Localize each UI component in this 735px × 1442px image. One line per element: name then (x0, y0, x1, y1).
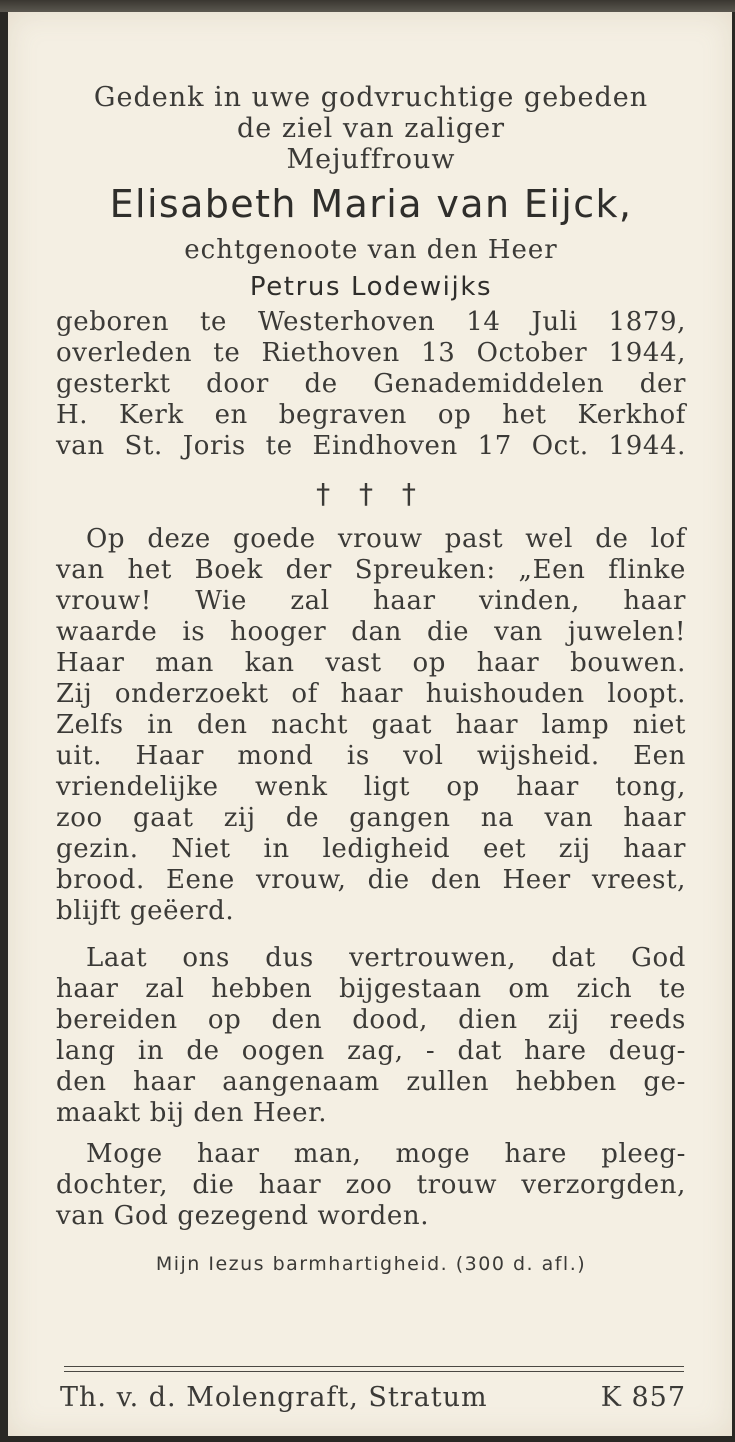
paragraph-line: haar zal hebben bijgestaan om zich te (56, 974, 686, 1004)
biography (56, 307, 686, 462)
paragraph-blessing (56, 1139, 686, 1232)
printer-name: Th. v. d. Molengraft, Stratum (60, 1382, 488, 1413)
biography-line: geboren te Westerhoven 14 Juli 1879, (56, 307, 686, 337)
paragraph-line: Zelfs in den nacht gaat haar lamp niet (56, 710, 686, 740)
paragraph-line: vriendelijke wenk ligt op haar tong, (56, 772, 686, 802)
paragraph-trust (56, 943, 686, 1129)
paragraph-line: van het Boek der Spreuken: „Een flinke (56, 555, 686, 585)
printer-footer (60, 1378, 686, 1418)
paragraph-line: gezin. Niet in ledigheid eet zij haar (56, 834, 686, 864)
paragraph-proverbs (56, 524, 686, 927)
card-content (56, 82, 686, 1278)
paragraph-line: zoo gaat zij de gangen na van haar (56, 803, 686, 833)
top-edge (0, 0, 735, 12)
crosses-ornament: † † † (316, 477, 426, 510)
paragraph-line: vrouw! Wie zal haar vinden, haar (56, 586, 686, 616)
deceased-name: Elisabeth Maria van Eijck, (109, 182, 633, 226)
paragraph-line: Op deze goede vrouw past wel de lof (86, 524, 686, 554)
card-code: K 857 (600, 1382, 686, 1413)
header-line-1: Gedenk in uwe godvruchtige gebeden (93, 82, 649, 113)
biography-line: overleden te Riethoven 13 October 1944, (56, 338, 686, 368)
husband-intro: echtgenoote van den Heer (184, 235, 558, 265)
paragraph-line: waarde is hooger dan die van juwelen! (56, 617, 686, 647)
paragraph-line: Moge haar man, moge hare pleeg- (86, 1139, 686, 1169)
paragraph-line: van God gezegend worden. (56, 1201, 430, 1231)
paragraph-line: blijft geëerd. (56, 896, 235, 926)
husband-name: Petrus Lodewijks (249, 272, 493, 302)
paragraph-line: lang in de oogen zag, - dat hare deug- (56, 1036, 686, 1066)
paragraph-line: uit. Haar mond is vol wijsheid. Een (56, 741, 686, 771)
biography-line: van St. Joris te Eindhoven 17 Oct. 1944. (56, 431, 686, 461)
paragraph-line: dochter, die haar zoo trouw verzorgden, (56, 1170, 686, 1200)
footer-rule-thin (64, 1371, 684, 1372)
footer-rule (64, 1366, 684, 1367)
header-line-2: de ziel van zaliger (237, 113, 505, 144)
biography-line: H. Kerk en begraven op het Kerkhof (56, 400, 686, 430)
paragraph-line: brood. Eene vrouw, die den Heer vreest, (56, 865, 686, 895)
paragraph-line: maakt bij den Heer. (56, 1098, 328, 1128)
paragraph-line: bereiden op den dood, dien zij reeds (56, 1005, 686, 1035)
paragraph-line: Laat ons dus vertrouwen, dat God (86, 943, 686, 973)
header-line-3: Mejuffrouw (286, 144, 456, 175)
indulgence-prayer: Mijn Iezus barmhartigheid. (300 d. afl.) (155, 1253, 587, 1275)
paragraph-line: Haar man kan vast op haar bouwen. (56, 648, 686, 678)
paragraph-line: Zij onderzoekt of haar huishouden loopt. (56, 679, 686, 709)
paragraph-line: den haar aangenaam zullen hebben ge- (56, 1067, 686, 1097)
biography-line: gesterkt door de Genademiddelen der (56, 369, 686, 399)
